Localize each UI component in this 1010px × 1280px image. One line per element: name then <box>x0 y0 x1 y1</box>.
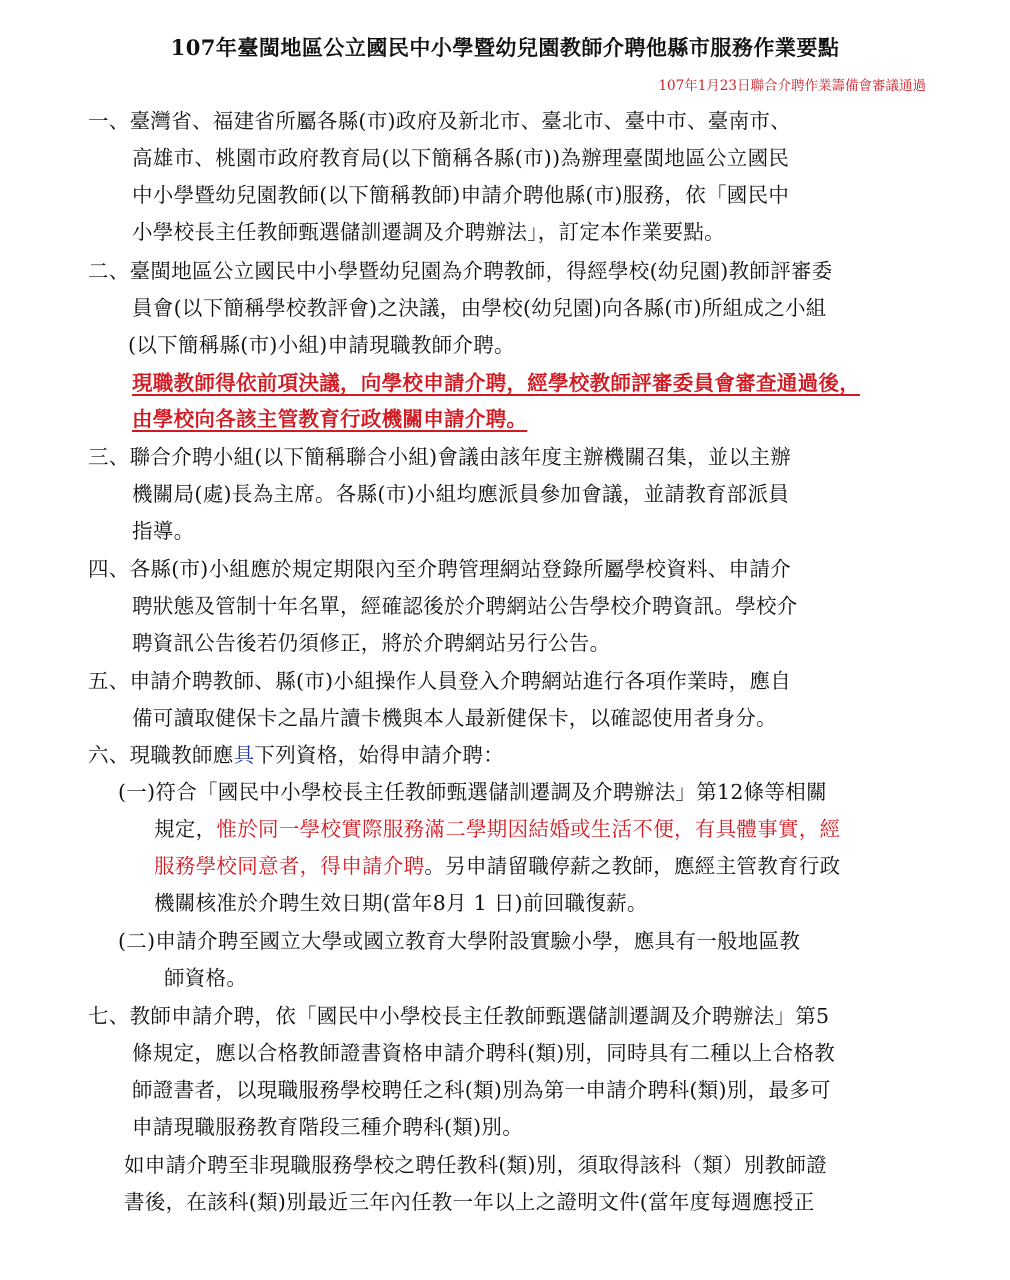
section-1-line-2: 高雄市、桃園市政府教育局(以下簡稱各縣(市))為辦理臺閩地區公立國民 <box>132 146 790 170</box>
section-1-line-3: 中小學暨幼兒園教師(以下簡稱教師)申請介聘他縣(市)服務，依「國民中 <box>132 183 790 207</box>
section-7-line-2: 條規定，應以合格教師證書資格申請介聘科(類)別，同時具有二種以上合格教 <box>132 1041 835 1065</box>
section-5-line-2: 備可讀取健保卡之晶片讀卡機與本人最新健保卡，以確認使用者身分。 <box>132 706 777 730</box>
section-6-item-1-line-3 <box>154 853 840 879</box>
section-4-line-3: 聘資訊公告後若仍須修正，將於介聘網站另行公告。 <box>132 631 611 655</box>
section-6-item-1-line-2-a: 規定， <box>154 817 217 841</box>
section-6-heading-c: 下列資格，始得申請介聘： <box>254 743 505 767</box>
approval-note: 107年1月23日聯合介聘作業籌備會審議通過 <box>658 78 926 94</box>
section-4-line-1: 四、各縣(市)小組應於規定期限內至介聘管理網站登錄所屬學校資料、申請介 <box>88 557 791 581</box>
section-1-line-4: 小學校長主任教師甄選儲訓遷調及介聘辦法」，訂定本作業要點。 <box>132 220 725 244</box>
section-2-amendment-line-1: 現職教師得依前項決議，向學校申請介聘，經學校教師評審委員會審查通過後， <box>132 371 860 395</box>
section-5-line-1: 五、申請介聘教師、縣(市)小組操作人員登入介聘網站進行各項作業時，應自 <box>88 669 791 693</box>
section-3-line-1: 三、聯合介聘小組(以下簡稱聯合小組)會議由該年度主辦機關召集，並以主辦 <box>88 445 791 469</box>
section-7-line-4: 申請現職服務教育階段三種介聘科(類)別。 <box>132 1115 523 1139</box>
section-6-item-1-line-2-b: 惟於同一學校實際服務滿二學期因結婚或生活不便，有具體事實，經 <box>216 817 841 841</box>
section-6-item-1-line-1: (一)符合「國民中小學校長主任教師甄選儲訓遷調及介聘辦法」第12條等相關 <box>118 780 827 804</box>
section-7-para-line-2: 書後，在該科(類)別最近三年內任教一年以上之證明文件(當年度每週應授正 <box>124 1190 815 1214</box>
section-4-line-2: 聘狀態及管制十年名單，經確認後於介聘網站公告學校介聘資訊。學校介 <box>132 594 798 618</box>
section-6-heading <box>88 742 504 768</box>
section-6-item-2-line-1: (二)申請介聘至國立大學或國立教育大學附設實驗小學，應具有一般地區教 <box>118 929 801 953</box>
section-6-item-1-line-4: 機關核准於介聘生效日期(當年8月 1 日)前回職復薪。 <box>154 891 648 915</box>
section-2-amendment-line-2: 由學校向各該主管教育行政機關申請介聘。 <box>132 407 528 431</box>
section-7-line-1: 七、教師申請介聘，依「國民中小學校長主任教師甄選儲訓遷調及介聘辦法」第5 <box>88 1004 830 1028</box>
section-3-line-2: 機關局(處)長為主席。各縣(市)小組均應派員參加會議，並請教育部派員 <box>132 482 790 506</box>
section-2-line-3: (以下簡稱縣(市)小組)申請現職教師介聘。 <box>128 333 515 357</box>
section-6-item-1-line-2 <box>154 816 840 842</box>
section-1-line-1: 一、臺灣省、福建省所屬各縣(市)政府及新北市、臺北市、臺中市、臺南市、 <box>88 109 791 133</box>
section-6-item-2-line-2: 師資格。 <box>164 966 248 990</box>
section-2-line-2: 員會(以下簡稱學校教評會)之決議，由學校(幼兒園)向各縣(市)所組成之小組 <box>132 296 827 320</box>
section-6-item-1-line-3-b: 。另申請留職停薪之教師，應經主管教育行政 <box>424 854 841 878</box>
section-2-line-1: 二、臺閩地區公立國民中小學暨幼兒園為介聘教師，得經學校(幼兒園)教師評審委 <box>88 259 833 283</box>
section-7-para-line-1: 如申請介聘至非現職服務學校之聘任教科(類)別，須取得該科（類）別教師證 <box>124 1153 827 1177</box>
document-title: 107年臺閩地區公立國民中小學暨幼兒園教師介聘他縣市服務作業要點 <box>170 35 840 60</box>
section-3-line-3: 指導。 <box>132 519 195 543</box>
section-7-line-3: 師證書者，以現職服務學校聘任之科(類)別為第一申請介聘科(類)別，最多可 <box>132 1078 831 1102</box>
section-6-heading-b: 具 <box>233 743 255 767</box>
section-6-heading-a: 六、現職教師應 <box>88 743 234 767</box>
section-6-item-1-line-3-a: 服務學校同意者，得申請介聘 <box>154 854 425 878</box>
